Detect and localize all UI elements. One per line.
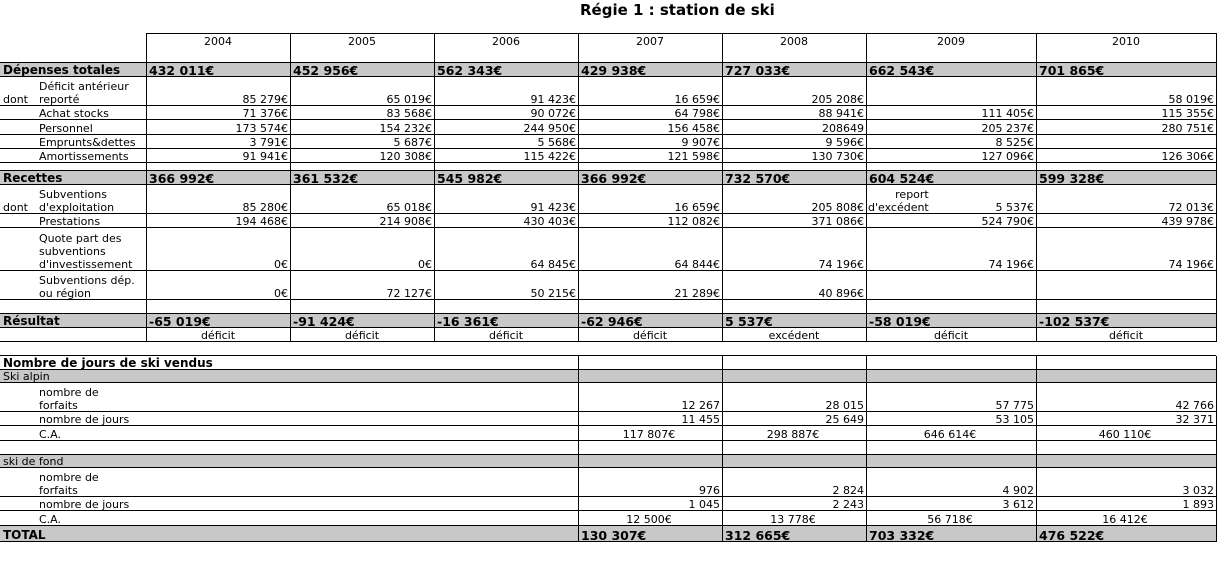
depenses-value: 115 422€ <box>523 150 576 163</box>
recettes-row <box>0 271 1217 300</box>
depenses-value: 244 950€ <box>523 122 576 135</box>
spacer-row <box>0 441 1217 455</box>
column-divider <box>866 33 867 342</box>
resultat-value: -102 537€ <box>1036 314 1216 328</box>
depenses-row-label <box>0 149 146 163</box>
row-label-text: Amortissements <box>39 150 129 163</box>
resultat-status: déficit <box>344 329 380 342</box>
recettes-value: 65 018€ <box>386 201 432 214</box>
depenses-value: 154 232€ <box>379 122 432 135</box>
depenses-value: 115 355€ <box>1161 107 1214 120</box>
row-divider <box>0 227 1216 228</box>
depenses-value: 9 907€ <box>681 136 720 149</box>
ski-alpin-forfaits-value: 42 766 <box>1175 399 1214 412</box>
depenses-value: 5 687€ <box>393 136 432 149</box>
report-note: report d'excédent <box>868 188 929 214</box>
recettes-total: 604 524€ <box>866 171 1036 185</box>
depenses-value <box>866 77 1036 106</box>
depenses-value: 126 306€ <box>1161 150 1214 163</box>
recettes-value: 21 289€ <box>674 287 720 300</box>
row-label-text: Achat stocks <box>39 107 109 120</box>
depenses-value: 3 791€ <box>249 136 288 149</box>
year-header: 2010 <box>1112 35 1140 48</box>
ski-title-row <box>0 356 1217 370</box>
depenses-row-label <box>0 135 146 149</box>
depenses-value: 127 096€ <box>981 150 1034 163</box>
ski-alpin-forfaits-value: 12 267 <box>681 399 720 412</box>
ski-alpin-jours-label <box>0 412 578 426</box>
row-label-text: nombre de forfaits <box>39 471 99 497</box>
spacer-row <box>0 342 1217 356</box>
ski-fond-forfaits-label <box>0 468 578 497</box>
row-divider <box>0 270 1216 271</box>
recettes-value: 64 844€ <box>674 258 720 271</box>
ski-alpin-ca-value: 460 110€ <box>1098 428 1152 441</box>
recettes-value: 112 082€ <box>667 215 720 228</box>
recettes-label: Recettes <box>0 171 146 185</box>
column-divider <box>722 33 723 342</box>
ski-alpin-forfaits-label <box>0 383 578 412</box>
row-divider <box>0 105 1216 106</box>
row-divider <box>0 496 1216 497</box>
row-divider <box>0 184 1216 185</box>
depenses-value: 71 376€ <box>242 107 288 120</box>
recettes-value: 64 845€ <box>530 258 576 271</box>
year-header: 2006 <box>492 35 520 48</box>
row-label-text: Déficit antérieur reporté <box>39 80 129 106</box>
recettes-value: 5 537€ report d'excédent <box>868 188 1034 214</box>
ski-fond-label: ski de fond <box>0 455 578 468</box>
resultat-value: -62 946€ <box>578 314 722 328</box>
resultat-status: déficit <box>1108 329 1144 342</box>
row-divider <box>0 369 1216 370</box>
recettes-value: 74 196€ <box>1168 258 1214 271</box>
row-divider <box>0 299 1216 300</box>
recettes-value: 205 808€ <box>811 201 864 214</box>
column-divider <box>578 356 579 542</box>
row-label-text: Subventions d'exploitation <box>39 188 115 214</box>
depenses-value: 91 941€ <box>242 150 288 163</box>
ski-fond-jours-value: 2 243 <box>832 498 864 511</box>
resultat-value: -91 424€ <box>290 314 434 328</box>
ski-fond-forfaits-value: 3 032 <box>1182 484 1214 497</box>
row-divider <box>0 134 1216 135</box>
depenses-row <box>0 77 1217 106</box>
resultat-status: déficit <box>200 329 236 342</box>
recettes-value <box>1036 271 1216 300</box>
ski-fond-ca-value: 13 778€ <box>770 513 816 526</box>
row-label-text: Quote part des subventions d'investissement <box>39 232 133 271</box>
depenses-row <box>0 106 1217 120</box>
depenses-total: 727 033€ <box>722 63 866 77</box>
recettes-total: 545 982€ <box>434 171 578 185</box>
row-divider <box>0 341 1216 342</box>
dont-label: dont <box>3 201 28 214</box>
depenses-value: 156 458€ <box>667 122 720 135</box>
depenses-value: 130 730€ <box>811 150 864 163</box>
row-divider <box>0 411 1216 412</box>
row-divider <box>0 541 1216 542</box>
recettes-value: 0€ <box>418 258 432 271</box>
ski-fond-ca-row <box>0 511 1217 526</box>
ski-fond-ca-value: 12 500€ <box>626 513 672 526</box>
ski-fond-jours-value: 1 893 <box>1182 498 1214 511</box>
row-divider <box>0 119 1216 120</box>
year-header: 2004 <box>204 35 232 48</box>
ski-fond-ca-label <box>0 511 578 526</box>
ski-alpin-forfaits-row <box>0 383 1217 412</box>
row-divider <box>146 33 1216 34</box>
ski-fond-jours-value: 1 045 <box>688 498 720 511</box>
row-divider <box>0 525 1216 526</box>
depenses-value: 16 659€ <box>674 93 720 106</box>
recettes-row-label <box>0 228 146 271</box>
row-divider <box>0 440 1216 441</box>
resultat-value: -58 019€ <box>866 314 1036 328</box>
row-divider <box>0 162 1216 163</box>
depenses-row-label <box>0 120 146 135</box>
recettes-value: 85 280€ <box>242 201 288 214</box>
resultat-status: déficit <box>933 329 969 342</box>
year-header: 2008 <box>780 35 808 48</box>
ski-section-title: Nombre de jours de ski vendus <box>3 356 213 370</box>
row-label-text: C.A. <box>39 513 62 526</box>
row-divider <box>0 382 1216 383</box>
column-divider <box>722 356 723 542</box>
recettes-row-label <box>0 185 146 214</box>
column-divider <box>290 33 291 342</box>
depenses-value: 65 019€ <box>386 93 432 106</box>
row-divider <box>0 76 1216 77</box>
recettes-total-row <box>0 171 1217 185</box>
depenses-value: 173 574€ <box>235 122 288 135</box>
recettes-value: 430 403€ <box>523 215 576 228</box>
dont-label: dont <box>3 93 28 106</box>
row-divider <box>0 510 1216 511</box>
depenses-value: 83 568€ <box>386 107 432 120</box>
resultat-row <box>0 314 1217 328</box>
depenses-value: 5 568€ <box>537 136 576 149</box>
recettes-total: 732 570€ <box>722 171 866 185</box>
row-label-text: C.A. <box>39 428 62 441</box>
ski-alpin-jours-value: 32 371 <box>1175 413 1214 426</box>
ski-fond-ca-value: 16 412€ <box>1102 513 1148 526</box>
column-divider <box>866 356 867 542</box>
depenses-total: 452 956€ <box>290 63 434 77</box>
depenses-row <box>0 149 1217 163</box>
ski-fond-forfaits-value: 4 902 <box>1002 484 1034 497</box>
page-title: Régie 1 : station de ski <box>580 1 775 19</box>
depenses-value: 280 751€ <box>1161 122 1214 135</box>
depenses-row <box>0 120 1217 135</box>
total-row <box>0 526 1217 542</box>
ski-alpin-ca-row <box>0 426 1217 441</box>
depenses-total-row <box>0 63 1217 77</box>
recettes-row <box>0 214 1217 228</box>
ski-fond-jours-value: 3 612 <box>1002 498 1034 511</box>
total-value: 130 307€ <box>578 526 722 542</box>
row-label-text: Personnel <box>39 122 93 135</box>
resultat-value: -65 019€ <box>146 314 290 328</box>
depenses-total: 701 865€ <box>1036 63 1216 77</box>
depenses-total: 562 343€ <box>434 63 578 77</box>
depenses-value: 64 798€ <box>674 107 720 120</box>
row-divider <box>0 425 1216 426</box>
depenses-total: 432 011€ <box>146 63 290 77</box>
column-divider <box>1036 33 1037 342</box>
recettes-row <box>0 185 1217 214</box>
depenses-row <box>0 135 1217 149</box>
ski-fond-ca-value: 56 718€ <box>927 513 973 526</box>
resultat-value: 5 537€ <box>722 314 866 328</box>
depenses-value: 111 405€ <box>981 107 1034 120</box>
year-header: 2007 <box>636 35 664 48</box>
row-label-text: Emprunts&dettes <box>39 136 136 149</box>
year-header: 2005 <box>348 35 376 48</box>
depenses-row-label <box>0 77 146 106</box>
recettes-value: 74 196€ <box>818 258 864 271</box>
row-divider <box>0 327 1216 328</box>
depenses-value: 91 423€ <box>530 93 576 106</box>
total-label: TOTAL <box>0 526 578 542</box>
recettes-value: 16 659€ <box>674 201 720 214</box>
depenses-value: 58 019€ <box>1168 93 1214 106</box>
row-label-text: Subventions dép. ou région <box>39 274 135 300</box>
column-divider <box>578 33 579 342</box>
column-divider <box>1036 356 1037 542</box>
row-divider <box>0 170 1216 171</box>
depenses-total: 662 543€ <box>866 63 1036 77</box>
row-label-text: nombre de forfaits <box>39 386 99 412</box>
resultat-label: Résultat <box>0 314 146 328</box>
row-label-text: Prestations <box>39 215 101 228</box>
year-header-row <box>0 33 1217 63</box>
ski-alpin-forfaits-value: 57 775 <box>995 399 1034 412</box>
recettes-value: 50 215€ <box>530 287 576 300</box>
recettes-value: 371 086€ <box>811 215 864 228</box>
total-value: 312 665€ <box>722 526 866 542</box>
depenses-value: 205 237€ <box>981 122 1034 135</box>
recettes-value: 40 896€ <box>818 287 864 300</box>
resultat-status: excédent <box>768 329 820 342</box>
ski-alpin-jours-value: 25 649 <box>825 413 864 426</box>
recettes-total: 361 532€ <box>290 171 434 185</box>
resultat-status: déficit <box>488 329 524 342</box>
depenses-value: 120 308€ <box>379 150 432 163</box>
resultat-status-row <box>0 328 1217 342</box>
year-header: 2009 <box>937 35 965 48</box>
ski-alpin-ca-label <box>0 426 578 441</box>
ski-alpin-ca-value: 646 614€ <box>923 428 977 441</box>
depenses-value: 90 072€ <box>530 107 576 120</box>
ski-fond-forfaits-value: 2 824 <box>832 484 864 497</box>
ski-fond-forfaits-row <box>0 468 1217 497</box>
depenses-value: 205 208€ <box>811 93 864 106</box>
depenses-value: 88 941€ <box>818 107 864 120</box>
ski-alpin-jours-value: 53 105 <box>995 413 1034 426</box>
row-divider <box>0 454 1216 455</box>
recettes-row-label <box>0 214 146 228</box>
ski-alpin-jours-row <box>0 412 1217 426</box>
ski-fond-jours-row <box>0 497 1217 511</box>
ski-alpin-ca-value: 117 807€ <box>622 428 676 441</box>
recettes-row-label <box>0 271 146 300</box>
recettes-total: 599 328€ <box>1036 171 1216 185</box>
row-label-text: nombre de jours <box>39 413 130 426</box>
recettes-row <box>0 228 1217 271</box>
recettes-value: 72 013€ <box>1168 201 1214 214</box>
recettes-value: 439 978€ <box>1161 215 1214 228</box>
total-value: 703 332€ <box>866 526 1036 542</box>
column-divider <box>146 33 147 342</box>
ski-fond-jours-label <box>0 497 578 511</box>
recettes-total: 366 992€ <box>146 171 290 185</box>
column-divider <box>434 33 435 342</box>
ski-alpin-ca-value: 298 887€ <box>766 428 820 441</box>
depenses-label: Dépenses totales <box>0 63 146 77</box>
row-divider <box>0 148 1216 149</box>
ski-alpin-label: Ski alpin <box>0 370 578 383</box>
recettes-total: 366 992€ <box>578 171 722 185</box>
recettes-value: 0€ <box>274 258 288 271</box>
spacer-row <box>0 300 1217 314</box>
row-divider <box>0 467 1216 468</box>
total-value: 476 522€ <box>1036 526 1216 542</box>
row-divider <box>0 313 1216 314</box>
depenses-row-label <box>0 106 146 120</box>
depenses-value: 85 279€ <box>242 93 288 106</box>
ski-fond-forfaits-value: 976 <box>699 484 720 497</box>
ski-alpin-jours-value: 11 455 <box>681 413 720 426</box>
recettes-value: 524 790€ <box>981 215 1034 228</box>
depenses-value <box>1036 135 1216 149</box>
depenses-value: 121 598€ <box>667 150 720 163</box>
recettes-value: 72 127€ <box>386 287 432 300</box>
recettes-value: 214 908€ <box>379 215 432 228</box>
row-divider <box>0 213 1216 214</box>
recettes-value <box>866 271 1036 300</box>
recettes-value: 91 423€ <box>530 201 576 214</box>
depenses-value: 8 525€ <box>995 136 1034 149</box>
depenses-total: 429 938€ <box>578 63 722 77</box>
recettes-value: 194 468€ <box>235 215 288 228</box>
resultat-status: déficit <box>632 329 668 342</box>
row-divider <box>0 62 1216 63</box>
row-label-text: nombre de jours <box>39 498 130 511</box>
row-divider <box>0 355 1216 356</box>
recettes-value: 0€ <box>274 287 288 300</box>
recettes-value: 74 196€ <box>988 258 1034 271</box>
depenses-value: 208649 <box>822 122 864 135</box>
resultat-value: -16 361€ <box>434 314 578 328</box>
ski-alpin-forfaits-value: 28 015 <box>825 399 864 412</box>
depenses-value: 9 596€ <box>825 136 864 149</box>
